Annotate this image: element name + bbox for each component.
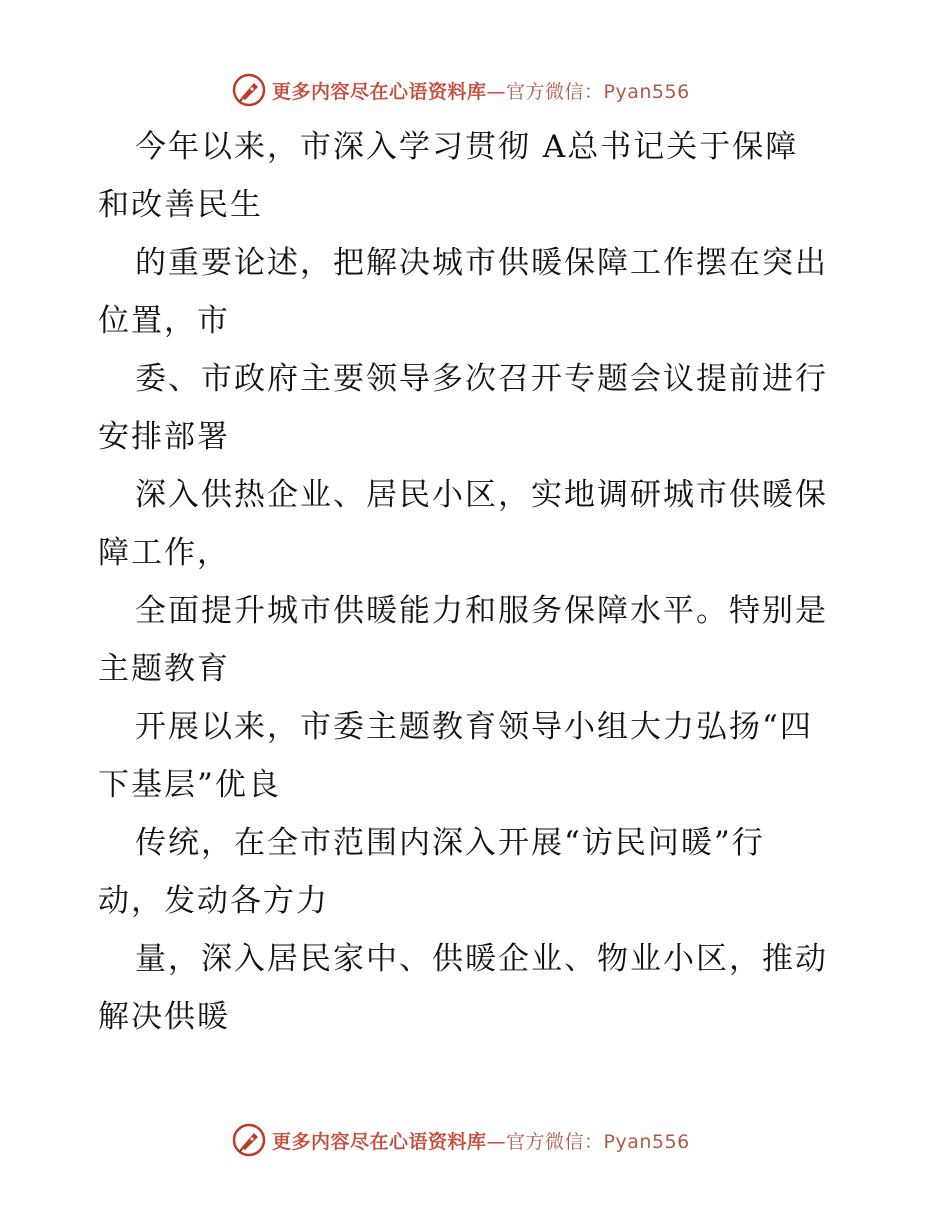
body-line: 位置，市 — [98, 303, 230, 339]
body-line: 解决供暖 — [98, 999, 230, 1035]
footer-banner-text — [272, 1127, 690, 1154]
body-line: 全面提升城市供暖能力和服务保障水平。特别是 — [135, 593, 828, 629]
body-line: 安排部署 — [98, 419, 230, 455]
footer-banner-main: 更多内容尽在心语资料库 — [272, 1130, 487, 1153]
body-line: 下基层”优良 — [98, 767, 281, 803]
body-line: 开展以来，市委主题教育领导小组大力弘扬“四 — [135, 709, 813, 745]
body-line: 深入供热企业、居民小区，实地调研城市供暖保 — [135, 477, 828, 513]
body-line: 主题教育 — [98, 651, 230, 687]
body-line: 今年以来，市深入学习贯彻 A总书记关于保障 — [135, 129, 799, 165]
body-line: 和改善民生 — [98, 187, 263, 223]
body-line: 委、市政府主要领导多次召开专题会议提前进行 — [135, 361, 828, 397]
pen-nib-logo-icon — [232, 73, 266, 107]
body-line: 动，发动各方力 — [98, 883, 329, 919]
document-body — [98, 118, 858, 1046]
header-banner-text — [272, 77, 690, 104]
footer-banner-wechat: 官方微信：Pyan556 — [506, 1130, 690, 1153]
header-banner — [232, 72, 690, 108]
footer-banner-dash: — — [486, 1130, 507, 1153]
body-line: 传统，在全市范围内深入开展“访民问暖”行 — [135, 825, 765, 861]
body-line: 量，深入居民家中、供暖企业、物业小区，推动 — [135, 941, 828, 977]
body-line: 障工作， — [98, 535, 230, 571]
body-line: 的重要论述，把解决城市供暖保障工作摆在突出 — [135, 245, 828, 281]
footer-banner — [232, 1122, 690, 1158]
pen-nib-logo-icon — [232, 1123, 266, 1157]
header-banner-wechat: 官方微信：Pyan556 — [506, 80, 690, 103]
header-banner-main: 更多内容尽在心语资料库 — [272, 80, 487, 103]
header-banner-dash: — — [486, 80, 507, 103]
